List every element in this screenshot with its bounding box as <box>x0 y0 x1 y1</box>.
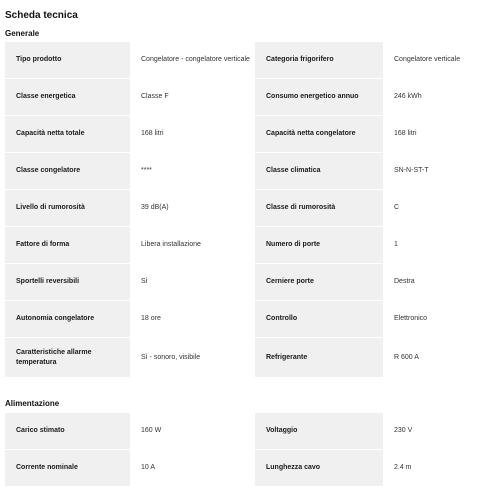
spec-row-rumorosita <box>5 190 500 226</box>
spec-row-tipo-prodotto <box>5 42 500 78</box>
spec-value: Sì - sonoro, visibile <box>130 338 255 377</box>
spec-label: Capacità netta congelatore <box>255 116 383 152</box>
spec-label: Controllo <box>255 301 383 337</box>
spec-row-allarme <box>5 338 500 377</box>
spec-value: C <box>383 190 500 226</box>
spec-value: Congelatore verticale <box>383 42 500 78</box>
spec-label: Voltaggio <box>255 413 383 449</box>
spec-row-classe-congelatore <box>5 153 500 189</box>
spec-label: Carico stimato <box>5 413 130 449</box>
spec-row-sportelli <box>5 264 500 300</box>
spec-value: 10 A <box>130 450 255 486</box>
spec-value: 160 W <box>130 413 255 449</box>
spec-label: Classe congelatore <box>5 153 130 189</box>
spec-label: Lunghezza cavo <box>255 450 383 486</box>
spec-label: Autonomia congelatore <box>5 301 130 337</box>
spec-label: Tipo prodotto <box>5 42 130 78</box>
spec-value: 39 dB(A) <box>130 190 255 226</box>
spec-value: 230 V <box>383 413 500 449</box>
spec-label: Classe di rumorosità <box>255 190 383 226</box>
spec-label: Consumo energetico annuo <box>255 79 383 115</box>
spec-row-classe-energetica <box>5 79 500 115</box>
spec-table-generale <box>5 42 500 378</box>
spec-value: SN-N-ST-T <box>383 153 500 189</box>
spec-value: 246 kWh <box>383 79 500 115</box>
spec-label: Sportelli reversibili <box>5 264 130 300</box>
spec-value: **** <box>130 153 255 189</box>
spec-label: Refrigerante <box>255 338 383 377</box>
spec-label: Corrente nominale <box>5 450 130 486</box>
spec-label: Numero di porte <box>255 227 383 263</box>
spec-label: Livello di rumorosità <box>5 190 130 226</box>
section-title-generale: Generale <box>5 29 40 38</box>
spec-label: Fattore di forma <box>5 227 130 263</box>
spec-row-fattore-di-forma <box>5 227 500 263</box>
spec-row-corrente <box>5 450 500 486</box>
spec-row-capacita <box>5 116 500 152</box>
spec-value: Libera installazione <box>130 227 255 263</box>
spec-label: Classe climatica <box>255 153 383 189</box>
spec-value: Elettronico <box>383 301 500 337</box>
spec-value: 18 ore <box>130 301 255 337</box>
spec-value: R 600 A <box>383 338 500 377</box>
spec-label: Capacità netta totale <box>5 116 130 152</box>
spec-value: Classe F <box>130 79 255 115</box>
spec-row-carico <box>5 413 500 449</box>
spec-label: Classe energetica <box>5 79 130 115</box>
spec-value: Congelatore - congelatore verticale <box>130 42 255 78</box>
spec-value: 168 litri <box>383 116 500 152</box>
spec-label: Caratteristiche allarme temperatura <box>5 338 130 377</box>
spec-row-autonomia <box>5 301 500 337</box>
spec-value: Sì <box>130 264 255 300</box>
section-title-alimentazione: Alimentazione <box>5 399 60 408</box>
spec-table-alimentazione <box>5 413 500 487</box>
spec-value: Destra <box>383 264 500 300</box>
spec-label: Categoria frigorifero <box>255 42 383 78</box>
spec-value: 2.4 m <box>383 450 500 486</box>
page-title: Scheda tecnica <box>5 10 78 21</box>
spec-value: 168 litri <box>130 116 255 152</box>
spec-label: Cerniere porte <box>255 264 383 300</box>
spec-value: 1 <box>383 227 500 263</box>
